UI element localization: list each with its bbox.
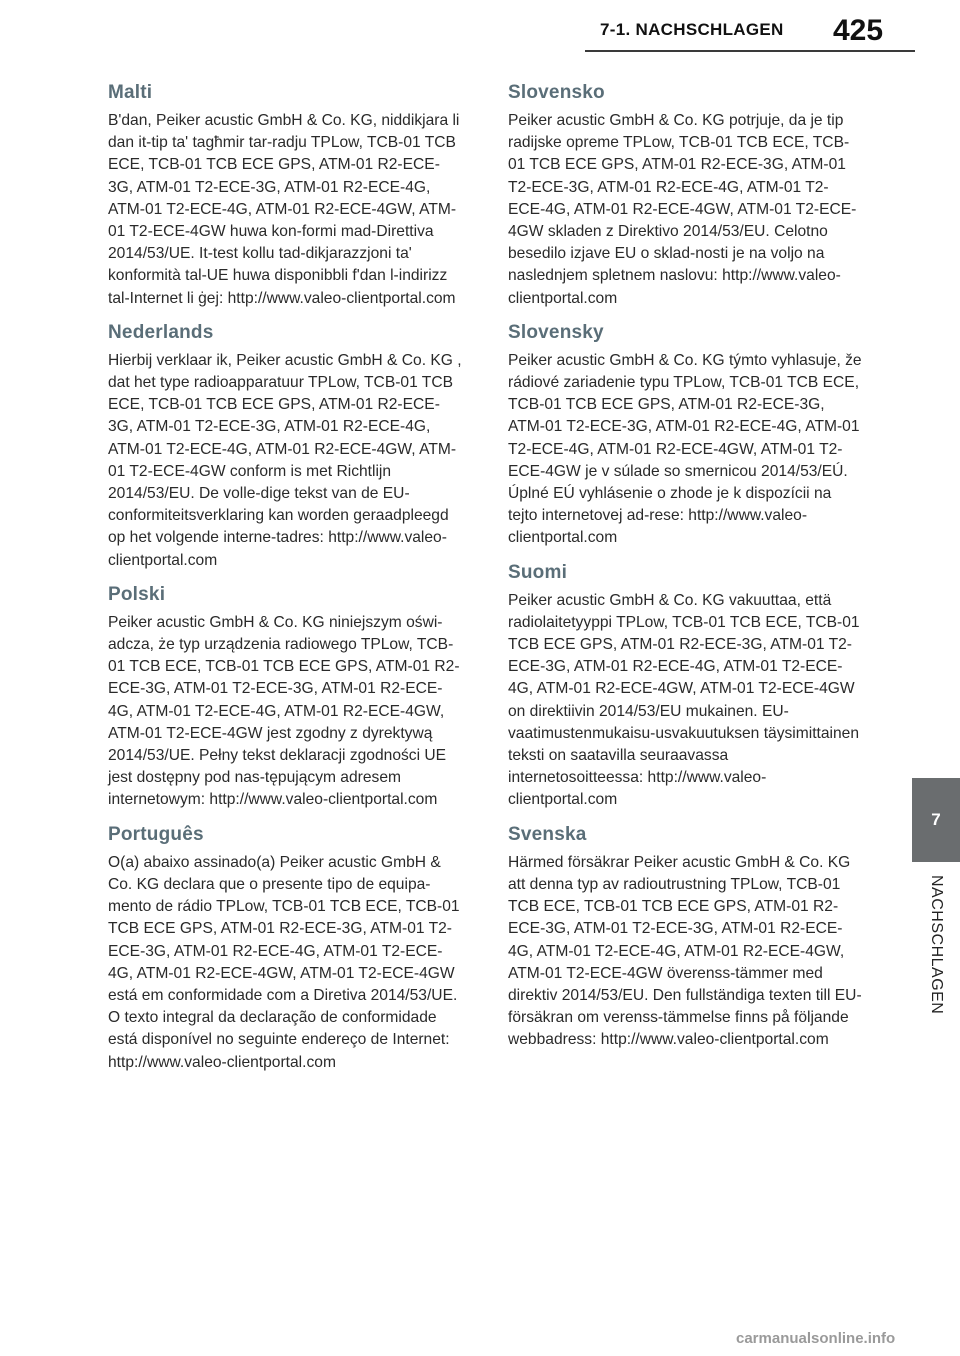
language-entry-slovensko bbox=[508, 82, 863, 310]
left-column bbox=[108, 82, 463, 1086]
language-entry-svenska bbox=[508, 824, 863, 1052]
language-entry-nederlands bbox=[108, 322, 463, 572]
language-entry-malti bbox=[108, 82, 463, 310]
entry-text: Härmed försäkrar Peiker acustic GmbH & Co. KG att denna typ av radioutrustning TPLow, TCB-01 TCB ECE, TCB-01 TCB ECE GPS, ATM-01 R2-ECE-3G, ATM-01 T2-ECE-3G, ATM-01 R2-ECE-4G, ATM-01 T2-ECE-4G, ATM-01 R2-ECE-4GW, ATM-01 T2-ECE-4GW överenss-tämmer med direktiv 2014/53/EU. Den fullständiga texten till EU-försäkran om verenss-tämmelse finns på följande webbadress: http://www.valeo-clientportal.com bbox=[508, 853, 862, 1049]
entry-text: B'dan, Peiker acustic GmbH & Co. KG, niddikjara li dan it-tip ta' tagħmir tar-radju TPLow, TCB-01 TCB ECE, TCB-01 TCB ECE GPS, ATM-01 R2-ECE-3G, ATM-01 T2-ECE-3G, ATM-01 R2-ECE-4G, ATM-01 T2-ECE-4G, ATM-01 R2-ECE-4GW, ATM-01 T2-ECE-4GW huwa kon-formi mad-Direttiva 2014/53/UE. It-test kollu tad-dikjarazzjoni ta' konformità tal-UE huwa disponibbli f'dan l-indirizz tal-Internet li ġej: http://www.valeo-clientportal.com bbox=[108, 112, 460, 307]
entry-heading: Polski bbox=[108, 583, 166, 605]
entry-text: Peiker acustic GmbH & Co. KG vakuuttaa, että radiolaitetyyppi TPLow, TCB-01 TCB ECE, TCB-01 TCB ECE GPS, ATM-01 R2-ECE-3G, ATM-01 T2-ECE-3G, ATM-01 R2-ECE-4G, ATM-01 T2-ECE-4G, ATM-01 R2-ECE-4GW, ATM-01 T2-ECE-4GW on direktiivin 2014/53/EU mukainen. EU-vaatimustenmukaisu-usvakuutuksen täysimittainen teksti on saatavilla seuraavassa internetosoitteessa: http://www.valeo-clientportal.com bbox=[508, 591, 860, 809]
entry-heading: Nederlands bbox=[108, 321, 214, 343]
header-rule bbox=[585, 50, 915, 52]
page-number: 425 bbox=[833, 14, 884, 47]
entry-text: Peiker acustic GmbH & Co. KG potrjuje, da je tip radijske opreme TPLow, TCB-01 TCB ECE, TCB-01 TCB ECE GPS, ATM-01 R2-ECE-3G, ATM-01 T2-ECE-3G, ATM-01 R2-ECE-4G, ATM-01 T2-ECE-4G, ATM-01 R2-ECE-4GW, ATM-01 T2-ECE-4GW skladen z Direktivo 2014/53/EU. Celotno besedilo izjave EU o sklad-nosti je na voljo na naslednjem spletnem naslovu: http://www.valeo-clientportal.com bbox=[508, 112, 857, 307]
watermark: carmanualsonline.info bbox=[736, 1330, 896, 1347]
entry-text: Peiker acustic GmbH & Co. KG týmto vyhlasuje, že rádiové zariadenie typu TPLow, TCB-01 TCB ECE, TCB-01 TCB ECE GPS, ATM-01 R2-ECE-3G, ATM-01 T2-ECE-3G, ATM-01 R2-ECE-4G, ATM-01 T2-ECE-4G, ATM-01 R2-ECE-4GW, ATM-01 T2-ECE-4GW je v súlade so smernicou 2014/53/EÚ. Úplné EÚ vyhlásenie o zhode je k dispozícii na tejto internetovej ad-rese: http://www.valeo-clientportal.com bbox=[508, 351, 862, 547]
language-entry-suomi bbox=[508, 562, 863, 812]
entry-text: Peiker acustic GmbH & Co. KG niniejszym oświ-adcza, że typ urządzenia radiowego TPLow, TCB-01 TCB ECE, TCB-01 TCB ECE GPS, ATM-01 R2-ECE-3G, ATM-01 T2-ECE-3G, ATM-01 R2-ECE-4G, ATM-01 T2-ECE-4G, ATM-01 R2-ECE-4GW, ATM-01 T2-ECE-4GW jest zgodny z dyrektywą 2014/53/UE. Pełny tekst deklaracji zgodności UE jest dostępny pod nas-tępującym adresem internetowym: http://www.valeo-clientportal.com bbox=[108, 613, 460, 809]
section-title: 7-1. NACHSCHLAGEN bbox=[600, 20, 784, 39]
entry-heading: Suomi bbox=[508, 561, 568, 583]
entry-heading: Slovensky bbox=[508, 321, 604, 343]
language-entry-slovensky bbox=[508, 322, 863, 550]
entry-heading: Malti bbox=[108, 82, 153, 103]
entry-text: Hierbij verklaar ik, Peiker acustic GmbH & Co. KG , dat het type radioapparatuur TPLow, TCB-01 TCB ECE, TCB-01 TCB ECE GPS, ATM-01 R2-ECE-3G, ATM-01 T2-ECE-3G, ATM-01 R2-ECE-4G, ATM-01 T2-ECE-4G, ATM-01 R2-ECE-4GW, ATM-01 T2-ECE-4GW conform is met Richtlijn 2014/53/EU. De volle-dige tekst van de EU-conformiteitsverklaring kan worden geraadpleegd op het volgende interne-tadres: http://www.valeo-clientportal.com bbox=[108, 351, 462, 569]
chapter-tab bbox=[912, 778, 960, 862]
entry-heading: Português bbox=[108, 823, 204, 845]
chapter-label: NACHSCHLAGEN bbox=[928, 875, 945, 1015]
chapter-number: 7 bbox=[931, 810, 941, 829]
entry-heading: Slovensko bbox=[508, 82, 605, 103]
chapter-side-label bbox=[912, 870, 960, 1020]
page-header bbox=[0, 0, 960, 62]
entry-heading: Svenska bbox=[508, 823, 587, 845]
language-entry-portugues bbox=[108, 824, 463, 1074]
language-entry-polski bbox=[108, 584, 463, 812]
right-column bbox=[508, 82, 863, 1064]
entry-text: O(a) abaixo assinado(a) Peiker acustic GmbH & Co. KG declara que o presente tipo de equipa-mento de rádio TPLow, TCB-01 TCB ECE, TCB-01 TCB ECE GPS, ATM-01 R2-ECE-3G, ATM-01 T2-ECE-3G, ATM-01 R2-ECE-4G, ATM-01 T2-ECE-4G, ATM-01 R2-ECE-4GW, ATM-01 T2-ECE-4GW está em conformidade com a Diretiva 2014/53/UE. O texto integral da declaração de conformidade está disponível no seguinte endereço de Internet: http://www.valeo-clientportal.com bbox=[108, 853, 460, 1071]
